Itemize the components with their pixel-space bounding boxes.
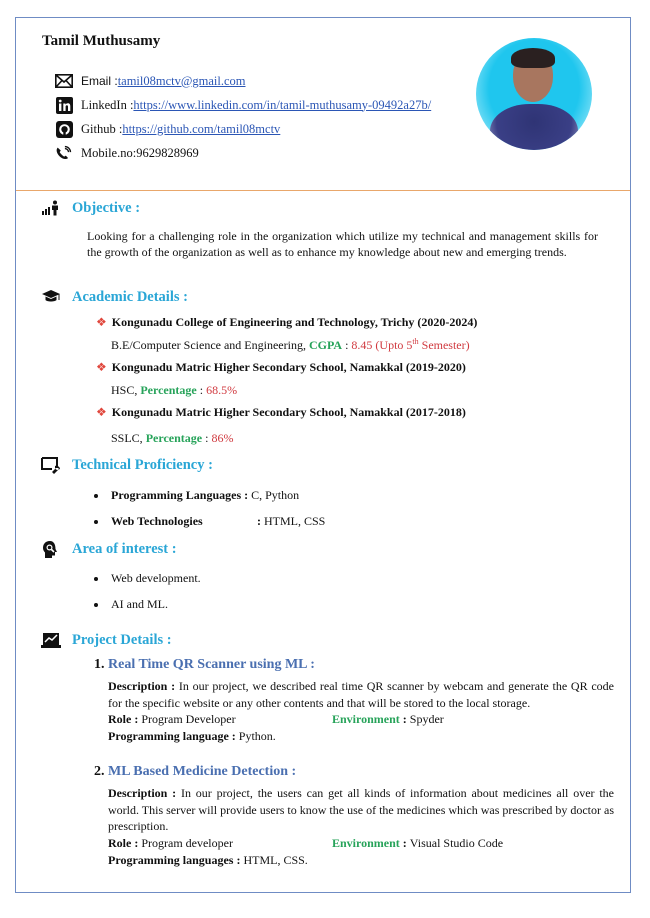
diamond-bullet-icon: ❖ xyxy=(96,405,107,419)
bullet-icon xyxy=(94,603,98,607)
project-1-language: Programming language : Python. xyxy=(108,729,276,743)
laptop-tools-icon xyxy=(40,456,62,474)
academic-entry-hsc: ❖ Kongunadu Matric Higher Secondary School, Namakkal (2019-2020) xyxy=(96,360,466,374)
tech-item-web: Web Technologies : HTML, CSS xyxy=(94,514,203,529)
technical-title: Technical Proficiency : xyxy=(72,456,213,473)
projects-title: Project Details : xyxy=(72,631,172,648)
project-2-description: Description : In our project, the users can get all kinds of information about medicines all over the world. This server will provide users to know the use of the medicines which was prescribed by doctor as prescription. xyxy=(108,786,614,833)
graduation-cap-icon xyxy=(40,288,62,306)
profile-photo xyxy=(476,38,592,150)
phone-icon xyxy=(55,145,73,161)
bullet-icon xyxy=(94,520,98,524)
academic-entry-sslc: ❖ Kongunadu Matric Higher Secondary School, Namakkal (2017-2018) xyxy=(96,405,466,419)
objective-section-header xyxy=(40,199,140,217)
academic-entry-college: ❖ Kongunadu College of Engineering and Technology, Trichy (2020-2024) xyxy=(96,315,478,329)
project-board-icon xyxy=(40,631,62,649)
diamond-bullet-icon: ❖ xyxy=(96,315,107,329)
technical-section-header xyxy=(40,456,213,474)
project-1-title: 1. Real Time QR Scanner using ML : xyxy=(94,657,315,672)
academic-detail-sslc: SSLC, Percentage : 86% xyxy=(111,431,234,445)
contact-email: Email : tamil08mctv@gmail.com xyxy=(55,73,246,89)
academic-detail-college: B.E/Computer Science and Engineering, CGPA : 8.45 (Upto 5th Semester) xyxy=(111,337,470,352)
github-icon xyxy=(55,121,73,137)
contact-linkedin: LinkedIn : https://www.linkedin.com/in/tamil-muthusamy-09492a27b/ xyxy=(55,97,431,113)
interest-section-header xyxy=(40,540,177,558)
project-1-description: Description : In our project, we described real time QR scanner by webcam and generate the QR code for the specific website or any other contents and that will be stored to the local storage. xyxy=(108,679,615,710)
bullet-icon xyxy=(94,577,98,581)
bullet-icon xyxy=(94,494,98,498)
candidate-name: Tamil Muthusamy xyxy=(42,33,161,49)
interest-title: Area of interest : xyxy=(72,540,177,557)
contact-mobile: Mobile.no: 9629828969 xyxy=(55,145,199,161)
academic-title: Academic Details : xyxy=(72,288,188,305)
career-growth-icon xyxy=(40,199,62,217)
academic-section-header xyxy=(40,288,188,306)
head-search-icon xyxy=(40,540,62,558)
projects-section-header xyxy=(40,631,172,649)
linkedin-icon xyxy=(55,97,73,113)
objective-title: Objective : xyxy=(72,199,141,216)
interest-item: AI and ML. xyxy=(94,597,168,612)
linkedin-link[interactable]: https://www.linkedin.com/in/tamil-muthusamy-09492a27b/ xyxy=(133,97,432,112)
project-2-language: Programming languages : HTML, CSS. xyxy=(108,853,308,867)
project-1-environment: Environment : Spyder xyxy=(332,712,444,726)
project-2-environment: Environment : Visual Studio Code xyxy=(332,836,504,850)
project-2-role: Role : Program developer xyxy=(108,836,233,850)
objective-text: Looking for a challenging role in the organization which utilize my technical and management skills for the growth of the organization as well as to enhance my knowledge about new and emerging trends. xyxy=(87,229,598,259)
diamond-bullet-icon: ❖ xyxy=(96,360,107,374)
tech-item-programming: Programming Languages : C, Python xyxy=(94,488,299,503)
project-2-title: 2. ML Based Medicine Detection : xyxy=(94,764,297,779)
mobile-number: 9629828969 xyxy=(136,145,199,160)
project-1-role: Role : Program Developer xyxy=(108,712,236,726)
envelope-icon xyxy=(55,73,73,89)
github-link[interactable]: https://github.com/tamil08mctv xyxy=(122,121,281,136)
contact-github: Github : https://github.com/tamil08mctv xyxy=(55,121,280,137)
header-divider xyxy=(16,190,630,191)
academic-detail-hsc: HSC, Percentage : 68.5% xyxy=(111,383,238,397)
interest-item: Web development. xyxy=(94,571,201,586)
email-link[interactable]: tamil08mctv@gmail.com xyxy=(117,73,246,88)
